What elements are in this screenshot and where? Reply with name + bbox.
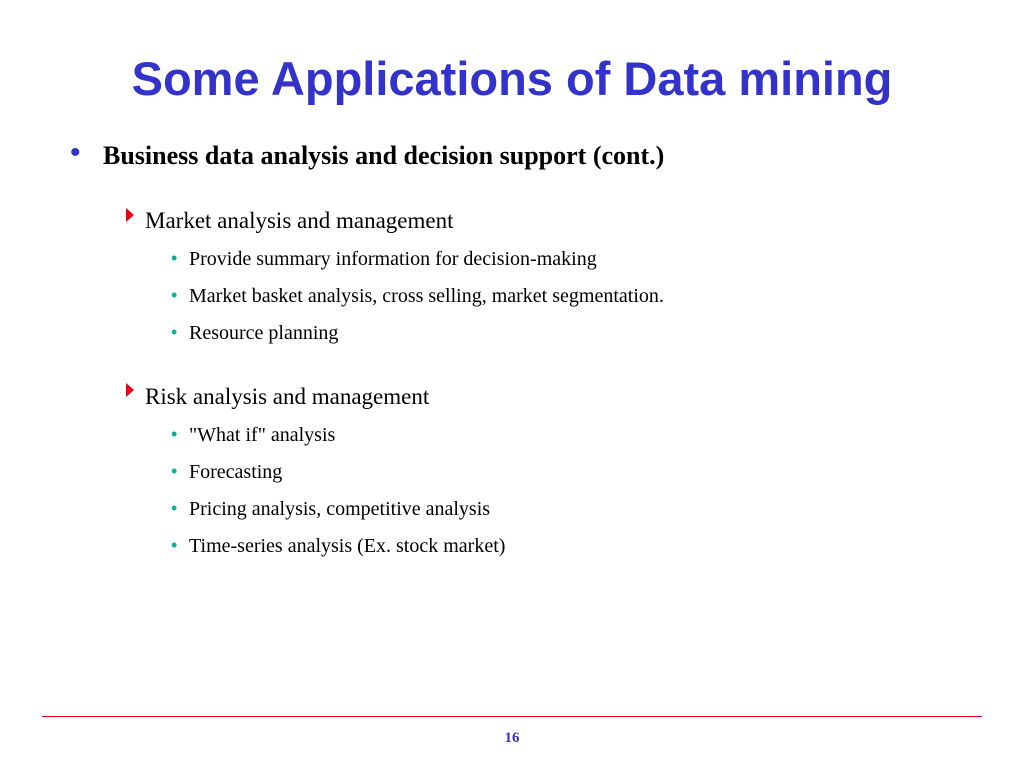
dot-bullet-icon: • [171, 248, 178, 268]
page-number: 16 [504, 730, 520, 746]
dot-bullet-icon: • [171, 498, 178, 518]
level1-bullet-text: Business data analysis and decision support (cont.) [103, 141, 665, 170]
list-item: Pricing analysis, competitive analysis [189, 498, 491, 520]
section-heading-risk: Risk analysis and management [145, 384, 430, 409]
list-item: Market basket analysis, cross selling, market segmentation. [189, 285, 664, 307]
dot-bullet-icon: • [171, 285, 178, 305]
right-triangle-icon [126, 208, 134, 222]
dot-bullet-icon: • [171, 461, 178, 481]
dot-bullet-icon: • [171, 535, 178, 555]
footer-divider [42, 716, 982, 717]
dot-bullet-icon: • [171, 424, 178, 444]
list-item: Forecasting [189, 461, 283, 483]
slide-title: Some Applications of Data mining [131, 52, 893, 105]
section-heading-market: Market analysis and management [145, 208, 454, 233]
list-item: Provide summary information for decision-making [189, 248, 597, 270]
list-item: "What if" analysis [189, 424, 336, 446]
list-item: Resource planning [189, 322, 339, 344]
right-triangle-icon [126, 383, 134, 397]
dot-bullet-icon: • [171, 322, 178, 342]
round-bullet-icon: • [70, 136, 81, 169]
list-item: Time-series analysis (Ex. stock market) [189, 535, 506, 557]
